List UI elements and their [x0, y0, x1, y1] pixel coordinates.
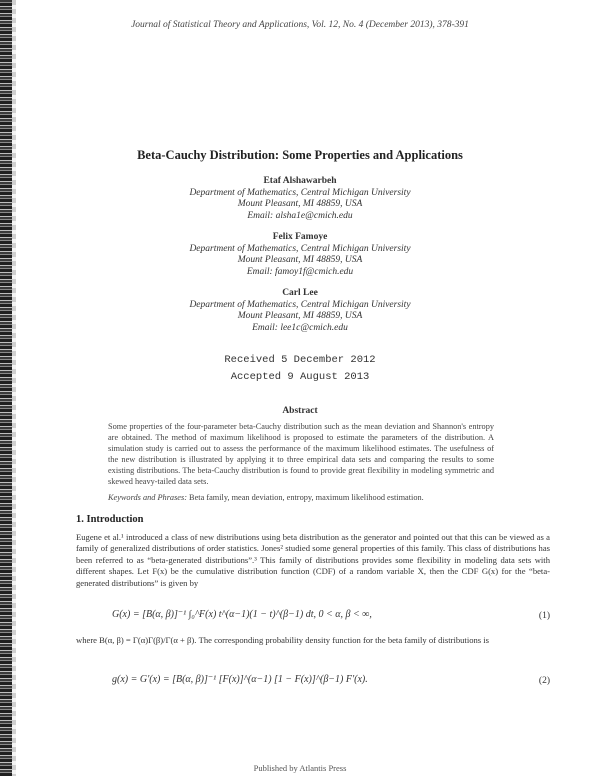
author-block-2 — [0, 232, 600, 278]
equation-1-number: (1) — [538, 611, 550, 621]
publisher-footer: Published by Atlantis Press — [253, 763, 347, 773]
intro-paragraph-2: where B(α, β) = Γ(α)Γ(β)/Γ(α + β). The corresponding probability density function for the beta family of distributions is — [76, 635, 490, 645]
received-date: Received 5 December 2012 — [224, 354, 376, 366]
author-block-3 — [0, 288, 600, 334]
author-email[interactable]: Email: alsha1e@cmich.edu — [247, 210, 353, 221]
running-head: Journal of Statistical Theory and Applications, Vol. 12, No. 4 (December 2013), 378-391 — [131, 20, 469, 30]
paper-title: Beta-Cauchy Distribution: Some Properties and Applications — [137, 148, 463, 162]
submission-dates — [0, 352, 600, 386]
author-block-1 — [0, 176, 600, 222]
author-department: Department of Mathematics, Central Michigan University — [189, 187, 411, 198]
equation-1-expression: G(x) = [B(α, β)]⁻¹ ∫₀^F(x) t^(α−1)(1 − t)^(β−1) dt, 0 < α, β < ∞, — [112, 609, 372, 620]
equation-2-expression: g(x) = G′(x) = [B(α, β)]⁻¹ [F(x)]^(α−1) [1 − F(x)]^(β−1) F′(x). — [112, 674, 368, 685]
scan-edge-shadow — [12, 0, 16, 776]
abstract-heading: Abstract — [282, 406, 318, 416]
author-department: Department of Mathematics, Central Michigan University — [189, 243, 411, 254]
equation-1 — [76, 607, 550, 627]
author-email[interactable]: Email: lee1c@cmich.edu — [252, 322, 348, 333]
author-address: Mount Pleasant, MI 48859, USA — [237, 311, 363, 321]
keywords-label: Keywords and Phrases: — [108, 493, 187, 502]
intro-paragraph-1: Eugene et al.¹ introduced a class of new distributions using beta distribution as the generator and pointed out that this can be viewed as a family of generalized distributions of order statistics. Jones² studied some general properties of this family. This class of distributions has been referred to as “beta-generated distributions”.³ This family of distributions provides some flexibility in modeling data sets with different shapes. Let F(x) be the cumulative distribution function (CDF) of a random variable X, then the CDF G(x) for the “beta-generated distributions” is given by — [76, 532, 550, 588]
keywords-text: Beta family, mean deviation, entropy, maximum likelihood estimation. — [186, 493, 424, 502]
equation-2 — [76, 672, 550, 692]
scan-edge-artifact — [0, 0, 12, 776]
author-name: Felix Famoye — [272, 232, 328, 242]
author-department: Department of Mathematics, Central Michigan University — [189, 299, 411, 310]
abstract-text: Some properties of the four-parameter beta-Cauchy distribution such as the mean deviation and Shannon's entropy are obtained. The method of maximum likelihood is proposed to estimate the parameters of the distribution. A simulation study is carried out to assess the performance of the maximum likelihood estimates. The usefulness of the new distribution is illustrated by applying it to three empirical data sets and comparing the results to some existing distributions. The beta-Cauchy distribution is found to provide great flexibility in modeling symmetric and skewed heavy-tailed data sets. — [108, 422, 494, 486]
author-address: Mount Pleasant, MI 48859, USA — [237, 255, 363, 265]
keywords — [108, 492, 494, 503]
author-name: Carl Lee — [282, 288, 318, 298]
author-email[interactable]: Email: famoy1f@cmich.edu — [246, 266, 354, 277]
author-address: Mount Pleasant, MI 48859, USA — [237, 199, 363, 209]
author-name: Etaf Alshawarbeh — [263, 176, 337, 186]
section-heading-introduction: 1. Introduction — [76, 514, 144, 525]
accepted-date: Accepted 9 August 2013 — [230, 371, 370, 383]
equation-2-number: (2) — [538, 676, 550, 686]
